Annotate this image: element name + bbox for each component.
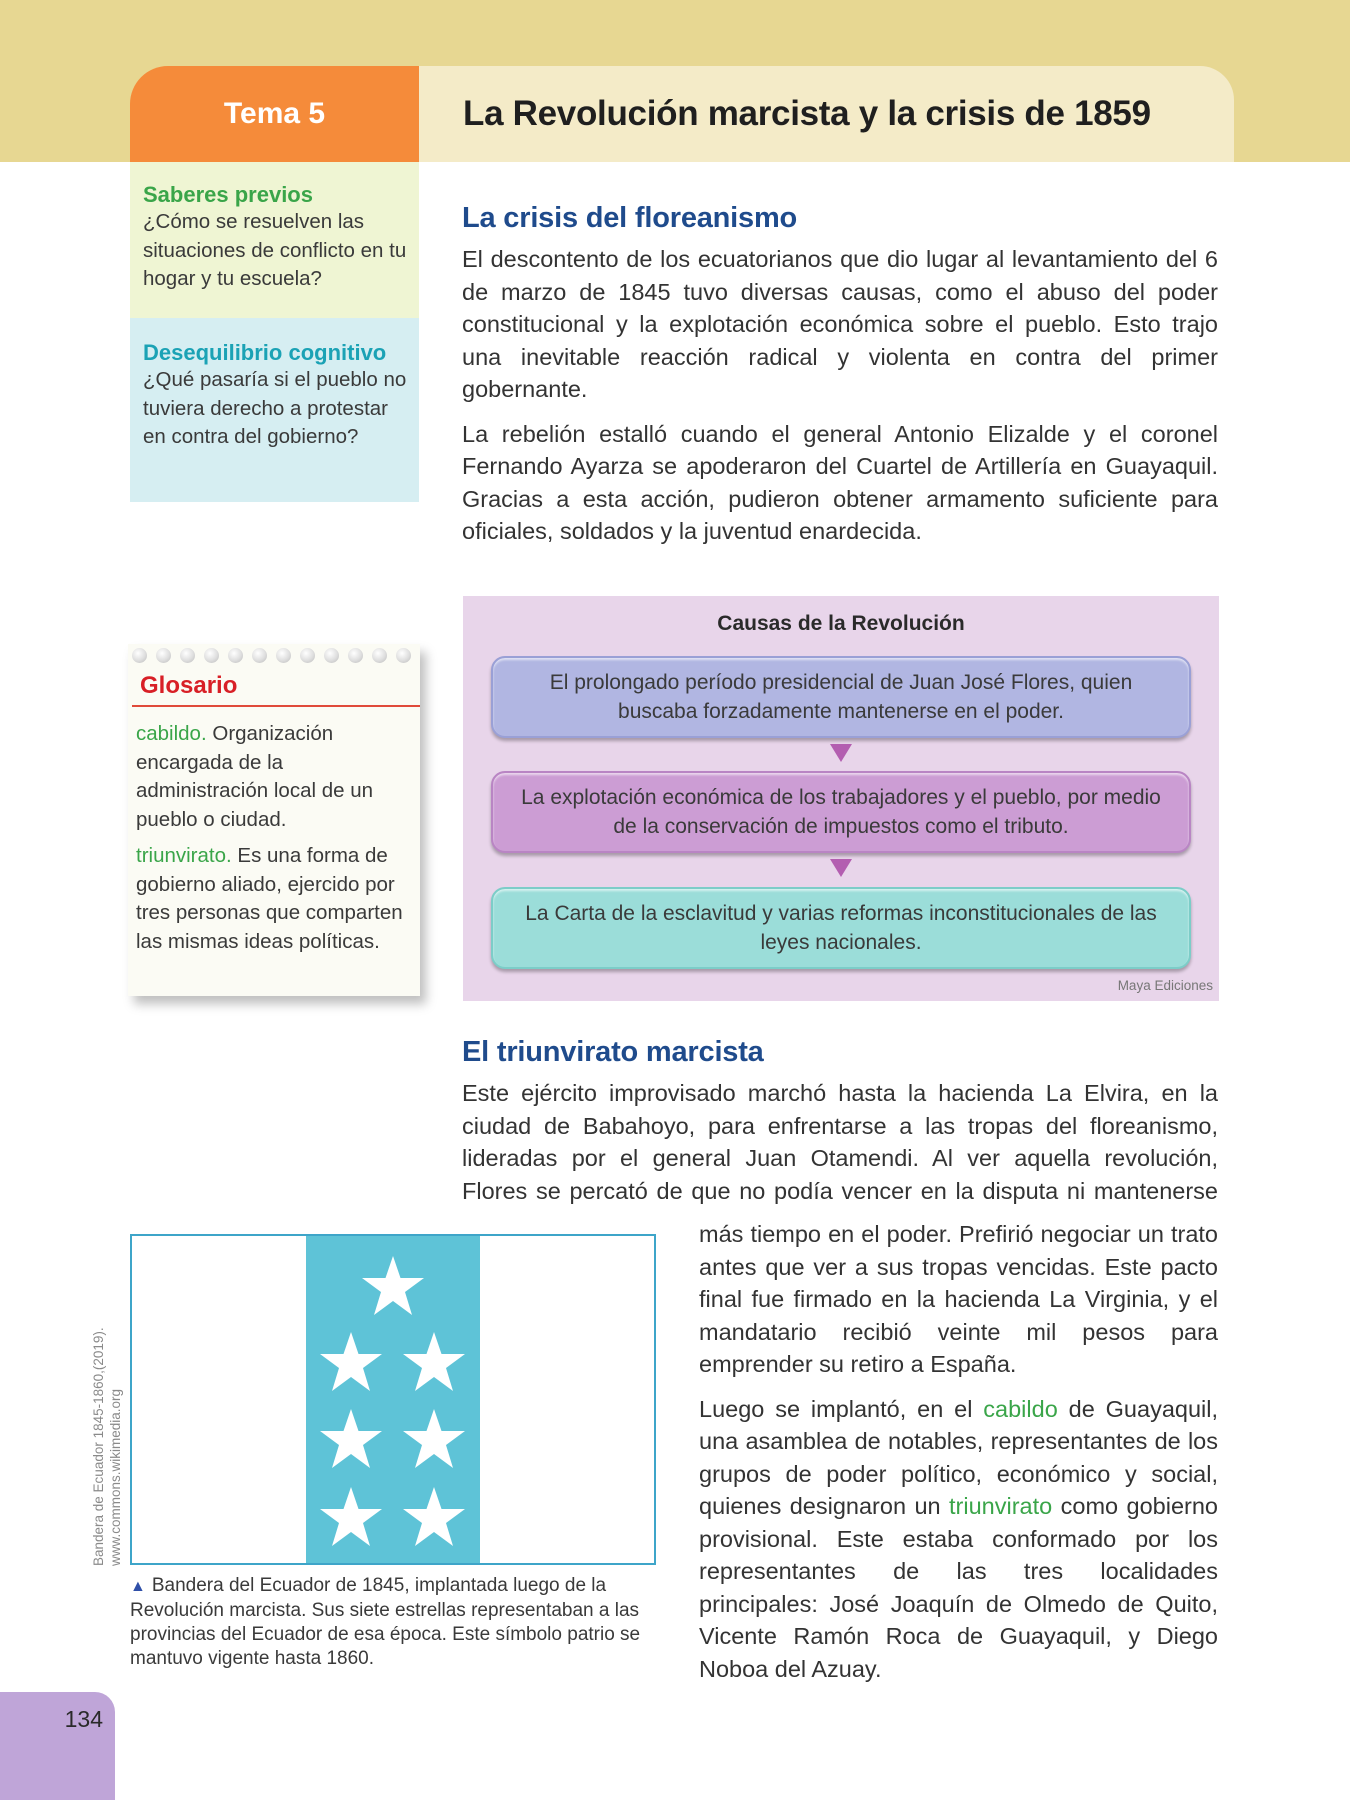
- glosario-definition: Organización encargada de la administración local de un pueblo o ciudad.: [136, 722, 374, 831]
- ring-icon: [324, 648, 339, 663]
- flag-blue-stripe: [306, 1236, 480, 1563]
- glosario-title: Glosario: [140, 672, 238, 699]
- cause-text: El prolongado período presidencial de Juan José Flores, quien buscaba forzadamente mantenerse en el poder.: [549, 671, 1133, 723]
- desequilibrio-cognitivo-heading: Desequilibrio cognitivo: [143, 340, 387, 365]
- section-triunvirato-wrap: [699, 1218, 1218, 1697]
- desequilibrio-cognitivo-text: ¿Qué pasaría si el pueblo no tuviera derecho a protestar en contra del gobierno?: [143, 368, 407, 449]
- credit-line: www.commons.wikimedia.org: [108, 1388, 123, 1566]
- glosario-entry: [136, 842, 412, 956]
- cause-box-3: [491, 887, 1191, 969]
- cause-text: La Carta de la esclavitud y varias reformas inconstitucionales de las leyes nacionales.: [525, 902, 1157, 954]
- credit-line: Bandera de Ecuador 1845-1860,(2019).: [91, 1327, 106, 1566]
- glosario-entries: [136, 720, 412, 964]
- saberes-previos-text: ¿Cómo se resuelven las situaciones de conflicto en tu hogar y tu escuela?: [143, 210, 407, 291]
- page-number: 134: [64, 1706, 103, 1732]
- desequilibrio-cognitivo-box: [130, 318, 419, 502]
- ring-icon: [156, 648, 171, 663]
- cause-box-2: [491, 771, 1191, 853]
- text-run: Luego se implantó, en el: [699, 1395, 984, 1422]
- ecuador-1845-flag-image: [130, 1234, 656, 1565]
- saberes-previos-box: [130, 162, 419, 318]
- ring-icon: [180, 648, 195, 663]
- paragraph: El descontento de los ecuatorianos que dio lugar al levantamiento del 6 de marzo de 1845 tuvo diversas causas, como el abuso del poder constitucional y la explotación económica sobre el pueblo. Esto trajo una inevitable reacción radical y violenta en contra del primer gobernante.: [462, 246, 1218, 402]
- ring-icon: [348, 648, 363, 663]
- paragraph: más tiempo en el poder. Prefirió negociar un trato antes que ver a sus tropas vencidas. Este pacto final fue firmado en la hacienda La Virginia, y el mandatario recibió veinte mil pesos para emprender su retiro a España.: [699, 1221, 1218, 1377]
- glosario-entry: [136, 720, 412, 834]
- ring-icon: [228, 648, 243, 663]
- flag-caption: [130, 1574, 650, 1671]
- ring-icon: [300, 648, 315, 663]
- section-title: El triunvirato marcista: [462, 1036, 764, 1068]
- glosario-term: cabildo.: [136, 722, 207, 745]
- ring-icon: [252, 648, 267, 663]
- cause-text: La explotación económica de los trabajadores y el pueblo, por medio de la conservación de impuestos como el tributo.: [521, 786, 1161, 838]
- flag-image-credit: [90, 1327, 124, 1566]
- page-title-text: La Revolución marcista y la crisis de 1859: [463, 94, 1151, 133]
- ring-icon: [396, 648, 411, 663]
- ring-icon: [204, 648, 219, 663]
- saberes-previos-heading: Saberes previos: [143, 182, 313, 207]
- page-title: [419, 66, 1234, 162]
- glosario-divider: [132, 705, 420, 707]
- arrow-down-icon: [830, 744, 852, 762]
- causas-diagram: [463, 596, 1219, 1001]
- glosario-definition: Es una forma de gobierno aliado, ejercido por tres personas que comparten las mismas ideas políticas.: [136, 844, 403, 953]
- ring-icon: [372, 648, 387, 663]
- page-number-tab: [0, 1692, 115, 1800]
- paragraph: La rebelión estalló cuando el general Antonio Elizalde y el coronel Fernando Ayarza se apoderaron del Cuartel de Artillería en Guayaquil. Gracias a esta acción, pudieron obtener armamento suficiente para oficiales, soldados y la juventud enardecida.: [462, 420, 1218, 544]
- paragraph: [699, 1393, 1218, 1686]
- notebook-rings: [128, 644, 420, 666]
- triangle-marker-icon: ▲: [130, 1578, 146, 1595]
- triunvirato-term: triunvirato: [949, 1493, 1053, 1519]
- text-run: como gobierno provisional. Este estaba conformado por los representantes de las tres localidades principales: José Joaquín de Olmedo de Quito, Vicente Ramón Roca de Guayaquil, y Diego Noboa del Azuay.: [699, 1493, 1218, 1682]
- section-title: La crisis del floreanismo: [462, 202, 798, 234]
- section-triunvirato-marcista: [462, 1036, 1218, 1207]
- tema-label: Tema 5: [130, 66, 419, 162]
- glosario-box: [128, 644, 420, 996]
- ring-icon: [132, 648, 147, 663]
- ring-icon: [276, 648, 291, 663]
- text-run: de Guayaquil, una asamblea de notables, representantes de los grupos de poder político, económico y social, quienes designaron un: [699, 1395, 1219, 1519]
- section-crisis-floreanismo: [462, 202, 1218, 560]
- diagram-title: Causas de la Revolución: [717, 612, 965, 635]
- paragraph: Este ejército improvisado marchó hasta la hacienda La Elvira, en la ciudad de Babahoyo, para enfrentarse a las tropas del floreanismo, lideradas por el general Juan Otamendi. Al ver aquella revolución, Flores se percató de que no podía vencer en la disputa ni mantenerse: [462, 1080, 1218, 1204]
- star-icons: [306, 1236, 480, 1567]
- cabildo-term: cabildo: [983, 1395, 1058, 1422]
- cause-box-1: [491, 656, 1191, 738]
- glosario-term: triunvirato.: [136, 844, 232, 867]
- caption-text: Bandera del Ecuador de 1845, implantada luego de la Revolución marcista. Sus siete estrellas representaban a las provincias del Ecuador de esa época. Este símbolo patrio se mantuvo vigente hasta 1860.: [130, 1575, 641, 1669]
- diagram-credit: Maya Ediciones: [1117, 978, 1213, 993]
- arrow-down-icon: [830, 859, 852, 877]
